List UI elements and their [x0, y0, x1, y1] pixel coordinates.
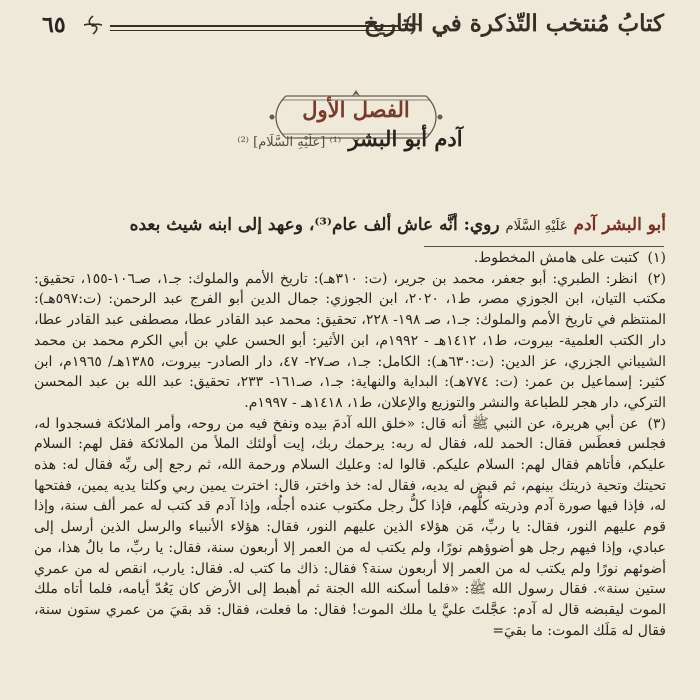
footnote-separator — [424, 246, 664, 247]
chapter-title: الفصل الأول — [302, 97, 410, 122]
footnote-number: (١) — [647, 250, 666, 266]
intro-honorific: عَلَيْهِ السَّلَام — [505, 219, 568, 234]
section-title-text: آدم أبو البشر — [348, 126, 463, 151]
ornament-left-icon — [82, 14, 104, 36]
book-title: كتابُ مُنتخب التّذكرة في التاريخ — [363, 10, 664, 37]
header-rule — [110, 25, 400, 31]
running-header — [0, 8, 700, 46]
footnote-text: عن أبي هريرة، عن النبي ﷺ أنه قال: «خلق الله آدمَ بيده ونفخ فيه من روحه، وأمر الملائكة فسجدوا له، فجلس فعطَس فقال: الحمد لله، فقال له ربه: يرحمك ربك، إيت أولئك الملأ من الملائكة فقل لهم: السلام عليكم، فأتاهم فقال لهم: السلام عليكم. قالوا له: وعليك السلام ورحمة الله، ثم رجع إلى ربِّه فقال له: هذه تحيتك وتحية ذريتك بينهم، ثم قبض له يديه، فقال له: خذ واختر، قال: اخترت يمين ربي وكلتا يديه يمين، ففتحها له، فإذا فيها صورة آدم وذريته كلُّهم، فإذا كلُّ رجل مكتوب عنده أجلُه، وإذا آدم قد كتب له عمر ألف سنة، وإذا قوم عليهم النور، فقال: يا ربِّ، مَن هؤلاء الذين عليهم النور، فقال: هؤلاء الأنبياء والرسل الذين أرسل إلى عبادي، وإذا فيهم رجل هو أضوؤهم نورًا، ولم يكتب له من العمر إلا أربعون سنة، فقال: يا ربِّ، ما بالُ هذا، من أضوئهم نورًا ولم يكتب له من العمر إلا أربعون سنة؟ فقال: ذاك ما كتب له. فقال: يارب، انقص له من عمري ستين سنة». فقال رسول الله ﷺ: «فلما أسكنه الله الجنة ثم أهبط إلى الأرض كان يَعُدّ أيامه، فلما أتاه ملك الموت ليقبضه قال له آدم: عجَّلتَ عليَّ يا ملك الموت! فقال: ما فعلت، فقال: قد بقيَ من عمري ستون سنة، فقال له مَلَك الموت: ما بقيَ= — [34, 415, 666, 639]
page-number: ٦٥ — [42, 12, 66, 38]
intro-lead: أبو البشر آدم — [573, 215, 666, 235]
footnote — [34, 248, 666, 269]
intro-text: روي: أنَّه عاش ألف عام⁽³⁾، وعهد إلى ابنه شيث بعده — [129, 215, 500, 235]
section-title — [190, 126, 510, 151]
footnote — [34, 414, 666, 642]
footnote-number: (٣) — [647, 415, 666, 432]
intro-paragraph — [34, 212, 666, 240]
footnote-text: كتبت على هامش المخطوط. — [473, 250, 640, 266]
footnote — [34, 269, 666, 414]
footnotes — [34, 248, 666, 641]
footnote-number: (٢) — [647, 270, 666, 287]
footnote-text: انظر: الطبري: أبو جعفر، محمد بن جرير، (ت: ٣١٠هـ): تاريخ الأمم والملوك: جـ١، صـ١٠٦-١٥٥، تحقيق: مكتب التيان، ابن الجوزي مصر، ط١، ٢٠٢٠، ابن الجوزي: جمال الدين أبو الفرج عبد الرحمن: (ت:٥٩٧هـ): المنتظم في تاريخ الأمم والملوك: جـ١، صـ ١٩٨- ٢٢٨، تحقيق: محمد عبد القادر عطا، مصطفى عبد القادر عطا، دار الكتب العلمية- بيروت، ط١، ١٤١٢هـ - ١٩٩٢م، ابن الأثير: أبو الحسن علي بن أبي الكرم محمد بن محمد الشيباني الجزري، عز الدين: (ت:٦٣٠هـ): الكامل: جـ١، صـ٢٧- ٤٧، دار الصادر- بيروت، ١٣٨٥هـ/ ١٩٦٥م، ابن كثير: إسماعيل بن عمر: (ت: ٧٧٤هـ): البداية والنهاية: جـ١، صـ١٦١- ٢٣٣، تحقيق: عبد الله بن عبد المحسن التركي، دار هجر للطباعة والنشر والتوزيع والإعلان، ط١، ١٤١٨هـ - ١٩٩٧م. — [34, 270, 667, 411]
section-footnote-marks: ⁽¹⁾ [عَلَيْهِ السَّلَام] ⁽²⁾ — [237, 135, 342, 150]
